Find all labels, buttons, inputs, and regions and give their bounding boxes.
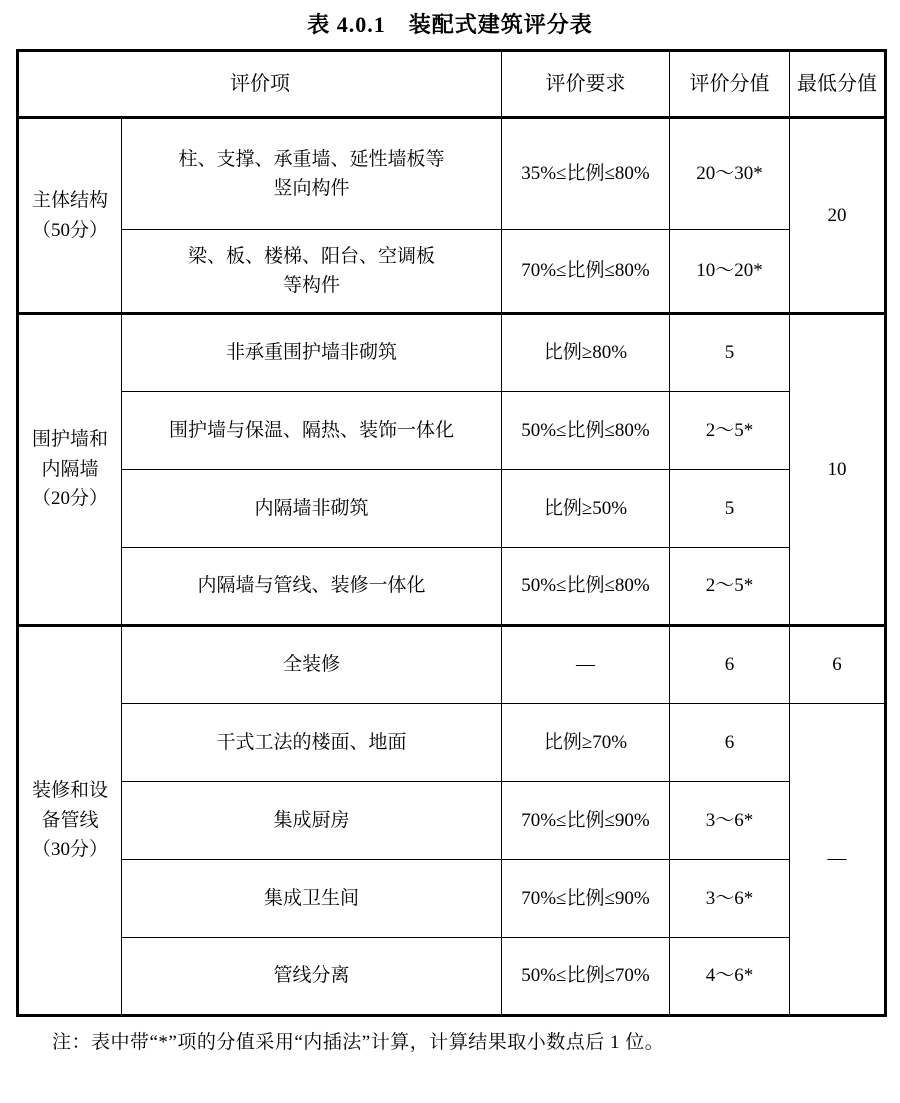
item-cell: 内隔墙非砌筑 [122,470,502,548]
minimum-score-cell: 10 [790,314,886,626]
item-cell: 集成卫生间 [122,860,502,938]
requirement-cell: 比例≥50% [502,470,670,548]
requirement-cell: 比例≥70% [502,704,670,782]
requirement-cell: — [502,626,670,704]
score-cell: 6 [670,626,790,704]
score-cell: 3～6* [670,860,790,938]
table-header-row [18,51,886,118]
table-row [18,118,886,230]
item-cell: 干式工法的楼面、地面 [122,704,502,782]
header-evaluation-item: 评价项 [18,51,502,118]
item-cell: 集成厨房 [122,782,502,860]
category-line-1: 主体结构 [31,190,108,212]
requirement-cell: 50%≤比例≤70% [502,938,670,1016]
score-cell: 4～6* [670,938,790,1016]
category-label-main-structure [18,118,122,314]
requirement-cell: 70%≤比例≤90% [502,860,670,938]
requirement-cell: 35%≤比例≤80% [502,118,670,230]
table-row [18,392,886,470]
table-note: 注：表中带“*”项的分值采用“内插法”计算，计算结果取小数点后 1 位。 [52,1032,665,1053]
category-line-2: 备管线 [41,809,99,831]
item-cell: 内隔墙与管线、装修一体化 [122,548,502,626]
requirement-cell: 比例≥80% [502,314,670,392]
table-row [18,704,886,782]
table-row [18,938,886,1016]
assembly-building-score-table [16,49,887,1017]
score-cell: 5 [670,470,790,548]
minimum-score-cell: — [790,704,886,1016]
item-cell: 管线分离 [122,938,502,1016]
item-cell: 围护墙与保温、隔热、装饰一体化 [122,392,502,470]
score-cell: 10～20* [670,230,790,314]
item-cell [122,230,502,314]
header-evaluation-requirement: 评价要求 [502,51,670,118]
table-title: 表 4.0.1 装配式建筑评分表 [307,12,593,37]
category-line-1: 装修和设 [31,780,108,802]
item-cell [122,118,502,230]
item-cell: 非承重围护墙非砌筑 [122,314,502,392]
table-row [18,860,886,938]
score-cell: 5 [670,314,790,392]
table-row [18,548,886,626]
item-cell: 全装修 [122,626,502,704]
score-cell: 2～5* [670,548,790,626]
requirement-cell: 70%≤比例≤80% [502,230,670,314]
requirement-cell: 50%≤比例≤80% [502,548,670,626]
score-cell: 2～5* [670,392,790,470]
score-cell: 6 [670,704,790,782]
score-cell: 20～30* [670,118,790,230]
item-line-1: 柱、支撑、承重墙、延性墙板等 [178,148,445,170]
requirement-cell: 70%≤比例≤90% [502,782,670,860]
category-line-2: （50分） [31,219,108,241]
table-row [18,626,886,704]
table-row [18,470,886,548]
category-line-3: （30分） [31,839,108,861]
category-label-envelope-and-partition-walls [18,314,122,626]
category-line-3: （20分） [31,488,108,510]
category-label-decoration-and-equipment-pipelines [18,626,122,1016]
item-line-1: 梁、板、楼梯、阳台、空调板 [187,245,435,267]
item-line-2: 竖向构件 [273,178,350,199]
header-minimum-score: 最低分值 [790,51,886,118]
table-row [18,230,886,314]
category-line-2: 内隔墙 [41,458,99,480]
item-line-2: 等构件 [282,275,340,296]
table-row [18,782,886,860]
category-line-1: 围护墙和 [31,429,108,451]
score-cell: 3～6* [670,782,790,860]
table-row [18,314,886,392]
minimum-score-cell: 6 [790,626,886,704]
minimum-score-cell: 20 [790,118,886,314]
header-evaluation-score: 评价分值 [670,51,790,118]
requirement-cell: 50%≤比例≤80% [502,392,670,470]
